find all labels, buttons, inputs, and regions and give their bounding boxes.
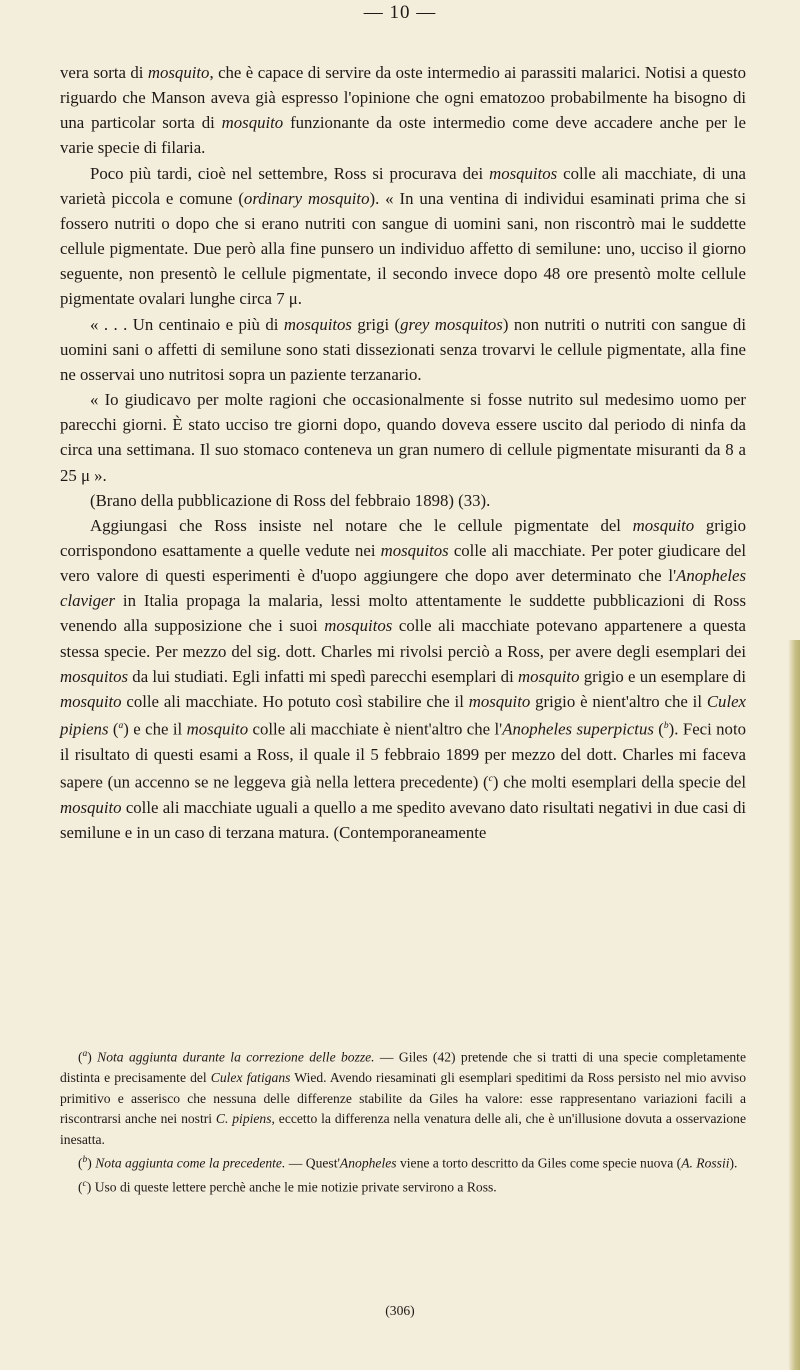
- italic-text: C. pipiens: [215, 1111, 272, 1127]
- text-run: colle ali macchiate uguali a quello a me spedito avevano dato risultati negativi in due casi di semilune e in un caso di terzana matura. (Contemporaneamente: [60, 797, 746, 842]
- footnote-b: [60, 1150, 746, 1174]
- italic-text: mosquitos: [283, 314, 352, 334]
- paragraph: [60, 312, 746, 387]
- italic-text: Anopheles claviger: [60, 566, 746, 611]
- paragraph: [60, 161, 746, 312]
- text-run: ) che molti esemplari della specie del: [492, 772, 746, 792]
- italic-text: mosquito: [517, 666, 580, 686]
- italic-text: Nota aggiunta come la precedente.: [95, 1155, 286, 1171]
- italic-text: mosquito: [632, 515, 695, 535]
- text-run: colle ali macchiate. Per poter giudicare del vero valore di questi esperimenti è d'uopo aggiungere che dopo aver determinato che l': [60, 540, 746, 586]
- text-run: (: [78, 1179, 83, 1195]
- italic-text: Culex pipiens: [60, 691, 747, 739]
- italic-text: Nota aggiunta durante la correzione delle bozze.: [97, 1049, 375, 1065]
- text-run: colle ali macchiate potevano appartenere a questa stessa specie. Per mezzo del sig. dott. Charles mi rivolsi perciò a Ross, per avere degli esemplari dei: [60, 616, 746, 661]
- italic-text: mosquito: [468, 691, 531, 711]
- text-run: ). Feci noto il risultato di questi esami a Ross, il quale il 5 febbraio 1899 per mezzo del dott. Charles mi faceva sapere (un accenno se ne leggeva già nella lettera precedente) (: [60, 719, 746, 792]
- text-run: in Italia propaga la malaria, lessi molto attentamente le suddette pubblicazioni di Ross venendo alla supposizione che i suoi: [60, 591, 746, 636]
- text-run: (: [653, 719, 664, 739]
- page-edge-shading: [788, 640, 800, 1370]
- italic-text: mosquitos: [489, 163, 558, 183]
- italic-text: mosquito: [221, 113, 284, 133]
- italic-text: Culex fatigans: [210, 1070, 291, 1086]
- text-run: (Brano della pubblicazione di Ross del febbraio 1898) (33).: [90, 490, 491, 510]
- italic-text: grey mosquitos: [400, 314, 503, 334]
- text-run: ): [86, 1179, 95, 1195]
- footnote-marker: a: [118, 721, 124, 732]
- paragraph: [60, 60, 746, 161]
- text-run: viene a torto descritto da Giles come specie nuova (: [396, 1155, 682, 1171]
- text-run: da lui studiati. Egli infatti mi spedì parecchi esemplari di: [128, 666, 518, 686]
- text-run: « . . . Un centinaio e più di: [90, 314, 284, 334]
- text-run: colle ali macchiate. Ho potuto così stabilire che il: [121, 691, 469, 711]
- italic-text: mosquito: [186, 719, 249, 739]
- text-run: Aggiungasi che Ross insiste nel notare che le cellule pigmentate del: [90, 515, 633, 535]
- main-text: [60, 60, 746, 845]
- text-run: ). « In una ventina di individui esaminati prima che si fossero nutriti o dopo che si erano nutriti con sangue di uomini sani, non riscontrò mai le suddette cellule pigmentate. Due però alla fine punsero un individuo affetto di semilune: uno, ucciso il giorno seguente, non presentò le cellule pigmentate, il secondo invece dopo 48 ore presentò molte cellule pigmentate ovalari lunghe circa 7 μ.: [60, 188, 746, 309]
- footnote-marker: b: [82, 1155, 88, 1166]
- text-run: ): [87, 1155, 96, 1171]
- text-run: colle ali macchiate è nient'altro che l': [248, 719, 503, 739]
- text-run: grigio e un esemplare di: [579, 666, 746, 686]
- paragraph: [60, 513, 746, 845]
- text-run: ) e che il: [123, 719, 187, 739]
- text-run: vera sorta di: [60, 63, 148, 82]
- footnote-c: [60, 1174, 746, 1198]
- page-number: — 10 —: [363, 2, 437, 23]
- italic-text: Anopheles superpictus: [502, 719, 654, 739]
- text-run: colle ali macchiate, di una varietà piccola e comune (: [60, 163, 746, 208]
- italic-text: mosquito: [147, 63, 210, 82]
- text-run: Uso di queste lettere perchè anche le mie notizie private servirono a Ross.: [94, 1179, 497, 1195]
- sheet-number: (306): [385, 1303, 415, 1318]
- footnote-a: [60, 1044, 746, 1150]
- italic-text: mosquitos: [324, 616, 393, 636]
- text-run: , che è capace di servire da oste intermedio ai parassiti malarici. Notisi a questo riguardo che Manson aveva già espresso l'opinione che ogni ematozoo probabilmente ha bisogno di una particolar sorta di: [60, 63, 746, 133]
- paragraph: [60, 387, 746, 488]
- text-run: Poco più tardi, cioè nel settembre, Ross si procurava dei: [90, 163, 490, 183]
- italic-text: Anopheles: [339, 1155, 397, 1171]
- italic-text: A. Rossii: [681, 1155, 730, 1171]
- italic-text: ordinary mosquito: [243, 188, 370, 208]
- text-run: , eccetto la differenza nella venatura delle ali, che è un'illusione dovuta a osservazione inesatta.: [60, 1111, 746, 1147]
- text-run: — Quest': [285, 1155, 340, 1171]
- italic-text: mosquitos: [380, 540, 449, 560]
- text-run: ) non nutriti o nutriti con sangue di uomini sani o affetti di semilune sono stati dissezionati senza trovarvi le cellule pigmentate, alla fine ne osservai uno nutritosi sopra un paziente terzanario.: [60, 314, 746, 384]
- text-run: grigio è nient'altro che il: [530, 691, 707, 711]
- text-run: « Io giudicavo per molte ragioni che occasionalmente si fosse nutrito sul medesimo uomo per parecchi giorni. È stato ucciso tre giorni dopo, quando doveva essere uscito dal periodo di ninfa da circa una settimana. Il suo stomaco conteneva un gran numero di cellule pigmentate misuranti da 8 a 25 μ ».: [60, 390, 746, 485]
- italic-text: mosquitos: [60, 666, 129, 686]
- text-run: Wied. Avendo riesaminati gli esemplari speditimi da Ross persisto nel mio avviso primitivo e asserisco che nessuna delle differenze stabilite da Giles ha valore: esse rappresentano variazioni facili a riscontrarsi anche nei nostri: [60, 1070, 746, 1127]
- text-run: ): [87, 1049, 98, 1065]
- text-run: ).: [729, 1155, 738, 1171]
- footnote-marker: c: [82, 1179, 87, 1190]
- footnote-marker: c: [488, 773, 493, 784]
- italic-text: mosquito: [60, 797, 122, 817]
- italic-text: mosquito: [60, 691, 122, 711]
- text-run: — Giles (42) pretende che si tratti di una specie completamente distinta e precisamente del: [60, 1049, 746, 1086]
- text-run: grigio corrispondono esattamente a quelle vedute nei: [60, 515, 747, 560]
- footnote-marker: b: [663, 721, 669, 732]
- footnotes: [60, 1044, 746, 1198]
- footnote-marker: a: [82, 1049, 88, 1059]
- text-run: (: [78, 1049, 83, 1065]
- text-run: grigi (: [351, 314, 401, 334]
- paragraph: [60, 488, 746, 513]
- text-run: (: [78, 1155, 83, 1171]
- text-run: funzionante da oste intermedio come deve accadere anche per le varie specie di filaria.: [60, 113, 746, 158]
- text-run: (: [108, 719, 119, 739]
